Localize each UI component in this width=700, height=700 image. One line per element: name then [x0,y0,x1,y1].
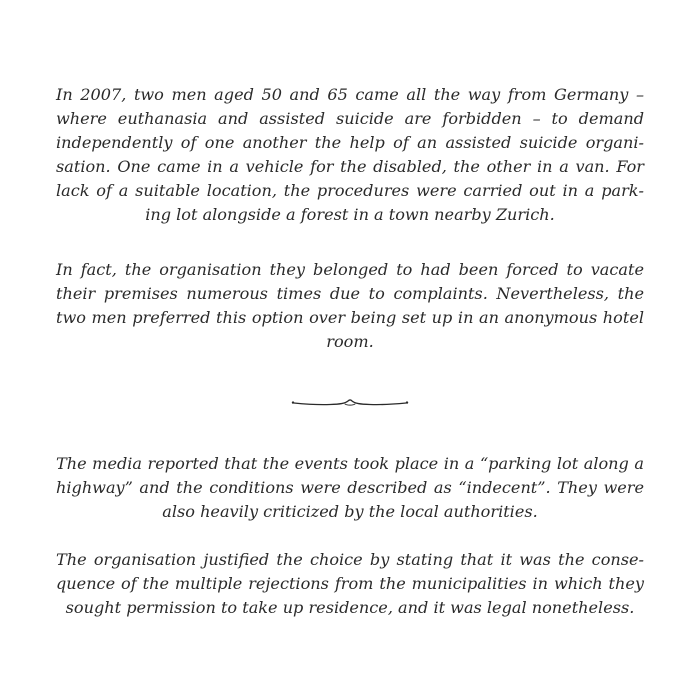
paragraph-assisted-suicide-account: In 2007, two men aged 50 and 65 came all the way from Germany – where euthanasia and assisted suicide are forbidden – to demand independently of one another the help of an assisted suicide organisation. One came in a vehicle for the disabled, the other in a van. For lack of a suitable location, the procedures were carried out in a parking lot alongside a forest in a town nearby Zurich. [56,85,644,224]
paragraph-media-report: The media reported that the events took place in a “parking lot along a highway” and the conditions were described as “indecent”. They were also heavily criticized by the local authorities. [56,454,644,521]
flourish-divider-icon [290,394,410,410]
paragraph-organisation-premises: In fact, the organisation they belonged to had been forced to vacate their premises numerous times due to complaints. Nevertheless, the two men preferred this option over being set up in an anonymous hotel room. [56,260,644,351]
paragraph-organisation-justification: The organisation justified the choice by stating that it was the consequence of the multiple rejections from the municipalities in which they sought permission to take up residence, and it was legal nonetheless. [56,550,644,617]
